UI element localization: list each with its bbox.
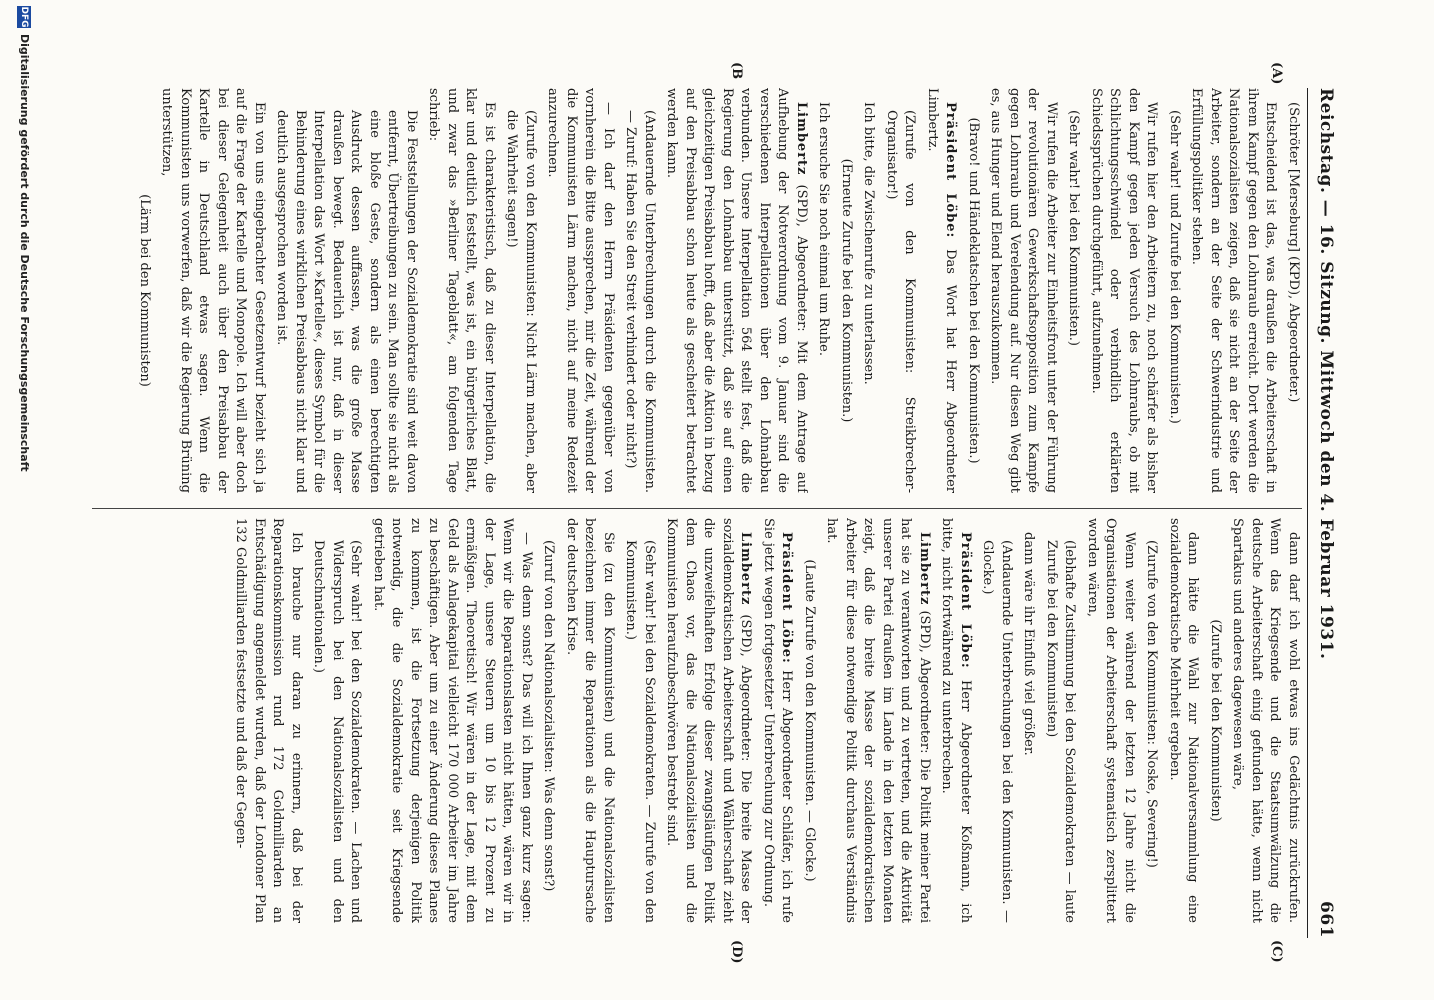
- interjection: (Sehr wahr! und Zurufe bei den Kommunisten.): [1167, 110, 1182, 424]
- right-column: [72, 518, 1302, 923]
- interjection: (Zurufe von den Kommunisten: Streikbrecher-Organisator!): [884, 110, 918, 493]
- speaker-name: Präsident Löbe:: [779, 532, 795, 664]
- body-paragraph: (Schröter [Merseburg] (KPD), Abgeordneter.): [1286, 102, 1301, 403]
- body-paragraph: — Ich darf den Herrn Präsidenten gegenüber von vornherein die Bitte aussprechen, mir die Zeit, während der die Kommunisten Lärm machen, nicht auf meine Redezeit anzurechnen.: [545, 88, 616, 493]
- dfg-logo: DFG: [19, 6, 29, 28]
- speech-text: (SPD), Abgeordneter: Mit dem Antrage auf Aufhebung der Notverordnung vom 9. Januar sind die verschiedenen Interpellationen über den Lohnabbau verbunden. Unsere Interpellation 564 stellt fest, daß die Regierung den Lohnabbau unterstützt, daß sie auf einen gleichzeitigen Preisabbau hofft, daß aber die Aktion in bezug auf den Preisabbau schon heute als gescheitert betrachtet werden kann.: [664, 88, 809, 493]
- speech-paragraph: [937, 518, 974, 923]
- interjection: (Laute Zurufe von den Kommunisten. — Glocke.): [802, 559, 817, 882]
- body-paragraph: Ich brauche nur daran zu erinnern, daß bei der Reparationskommission rund 172 Goldmilliarden an Entschädigung angemeldet wurden, daß der Londoner Plan 132 Goldmilliarden festsetzte und daß der Gegen-: [233, 518, 304, 923]
- body-paragraph: Es ist charakteristisch, daß zu dieser Interpellation, die klar und deutlich feststellt, was ist, ein bürgerliches Blatt, und zwar das »Berliner Tageblatt«, am folgenden Tage schrieb:: [426, 88, 497, 493]
- interjection: (lebhafte Zustimmung bei den Sozialdemokraten — laute Zurufe bei den Kommunisten): [1044, 540, 1078, 923]
- body-paragraph: Sie (zu den Kommunisten) und die Nationalsozialisten bezeichnen immer die Reparationen als die Hauptursache der deutschen Krise.: [564, 518, 616, 923]
- interjection: (Sehr wahr! bei den Sozialdemokraten. — Zurufe von den Kommunisten.): [623, 540, 657, 923]
- body-paragraph: dann hätte die Wahl zur Nationalversammlung eine sozialdemokratische Mehrheit ergeben.: [1167, 518, 1201, 923]
- margin-marker-a: (A): [1269, 62, 1284, 85]
- interjection: (Zurufe von den Kommunisten: Noske, Severing!): [1144, 540, 1160, 868]
- interjection: (Bravo! und Händeklatschen bei den Kommunisten.): [966, 117, 981, 464]
- interjection: (Lärm bei den Kommunisten): [137, 194, 152, 387]
- margin-marker-b: (B: [729, 62, 744, 80]
- body-paragraph: Wir rufen die Arbeiter zur Einheitsfront unter der Führung der revolutionären Gewerkschaftsopposition zum Kampfe gegen Lohnraub und Verelendung auf. Nur diesen Weg gibt es, aus Hunger und Elend herauszukommen.: [988, 88, 1059, 493]
- speaker-name: Limbertz: [738, 532, 754, 606]
- page-number: 661: [1316, 901, 1336, 938]
- header-rule: [1307, 88, 1308, 938]
- body-paragraph: dann wäre ihr Einfluß viel größer.: [1021, 532, 1037, 756]
- speech-paragraph: [662, 518, 755, 923]
- interjection: (Andauernde Unterbrechungen durch die Kommunisten. — Zuruf: Haben Sie den Streit verhindert oder nicht?): [623, 110, 657, 493]
- body-paragraph: Entscheidend ist das, was draußen die Arbeiterschaft in ihrem Kampf gegen den Lohnraub erreicht. Dort werden die Nationalsozialisten zeigen, daß sie nicht an der Seite der Arbeiter, sondern an der Seite der Schwerindustrie und Erfüllungspolitiker stehen.: [1189, 88, 1279, 493]
- speech-paragraph: [923, 88, 960, 493]
- body-paragraph: Ich ersuche Sie noch einmal um Ruhe.: [816, 102, 832, 357]
- interjection: (Sehr wahr! bei den Kommunisten.): [1066, 110, 1082, 346]
- interjection: (Zurufe bei den Kommunisten): [1208, 619, 1223, 822]
- speaker-name: Präsident Löbe:: [958, 532, 973, 669]
- interjection: (Erneute Zurufe bei den Kommunisten.): [839, 158, 854, 423]
- margin-marker-d: (D): [729, 940, 744, 964]
- speaker-name: Präsident Löbe:: [943, 102, 959, 239]
- speech-paragraph: [662, 88, 810, 493]
- body-paragraph: — Was denn sonst? Das will ich Ihnen ganz kurz sagen: Wenn wir die Reparationslasten nicht hätten, wären wir in der Lage, unsere Steuern um 10 bis 12 Prozent zu ermäßigen. Theoretisch! Wir wären in der Lage, mit dem Geld als Anlagekapital vielleicht 170 000 Arbeiter im Jahre zu beschäftigen. Aber um zu einer Änderung dieses Planes zu kommen, ist die Fortsetzung derjenigen Politik notwendig, die die Sozialdemokratie seit Kriegsende getrieben hat.: [371, 518, 534, 923]
- interjection: (Sehr wahr! bei den Sozialdemokraten. — Lachen und Widerspruch bei den Nationalsozialisten und den Deutschnationalen.): [311, 540, 364, 923]
- footer-text: Digitalisierung gefördert durch die Deutsche Forschungsgemeinschaft: [18, 34, 31, 472]
- left-column: [72, 88, 1302, 493]
- interjection: (Zuruf von den Nationalsozialisten: Was denn sonst?): [541, 540, 557, 892]
- speech-text: Das Wort hat Herr Abgeordneter Limbertz.: [925, 88, 959, 493]
- speech-paragraph: [822, 518, 933, 923]
- page-title: Reichstag. — 16. Sitzung. Mittwoch den 4. Februar 1931.: [1316, 88, 1336, 660]
- body-paragraph: Ein von uns eingebrachter Gesetzentwurf bezieht sich ja auf die Frage der Kartelle und Monopole. Ich will aber doch bei dieser Gelegenheit auch über den Preisabbau der Kartelle in Deutschland etwas sagen. Wenn die Kommunisten uns vorwerfen, daß wir die Regierung Brüning unterstützen,: [159, 88, 267, 493]
- speech-text: (SPD), Abgeordneter: Die Politik meiner Partei hat sie zu verantworten und zu vertreten, und die Aktivität unserer Partei draußen im Lande in den letzten Monaten zeigt, daß die breite Masse der sozialdemokratischen Arbeiter für diese notwendige Politik durchaus Verständnis hat.: [824, 518, 932, 923]
- speech-text: Herr Abgeordneter Koßmann, ich bitte, nicht fortwährend zu unterbrechen.: [939, 518, 973, 923]
- speaker-name: Limbertz: [794, 102, 809, 176]
- body-paragraph: Wir rufen hier den Arbeitern zu, noch schärfer als bisher den Kampf gegen jeden Versuch des Lohnraubs, ob mit Schlichtungsschwindel oder verbindlich erklärten Schiedssprüchen durchgeführt, aufzunehmen.: [1089, 88, 1160, 493]
- body-paragraph: Wenn weiter während der letzten 12 Jahre nicht die Organisationen der Arbeiterschaft systematisch zersplittert worden wären,: [1085, 518, 1137, 923]
- speech-text: (SPD), Abgeordneter: Die breite Masse der sozialdemokratischen Arbeiterschaft und Wählerschaft zieht die unzweifelhaften Erfolge dieser zwangsläufigen Politik dem Chaos vor, das die Nationalsozialisten und die Kommunisten heraufzubeschwören bestrebt sind.: [664, 518, 754, 923]
- digitization-footer: [9, 0, 39, 1000]
- page-header: [1308, 88, 1342, 938]
- body-paragraph: Ich bitte, die Zwischenrufe zu unterlassen.: [861, 102, 877, 385]
- body-paragraph: dann darf ich wohl etwas ins Gedächtnis zurückrufen. Wenn das Kriegsende und die Staatsumwälzung die deutsche Arbeiterschaft einig gefunden hätte, wenn nicht Spartakus und anderes dagewesen wäre,: [1230, 518, 1301, 923]
- speech-paragraph: [759, 518, 796, 923]
- interjection: (Zurufe von den Kommunisten: Nicht Lärm machen, aber die Wahrheit sagen!): [504, 110, 538, 493]
- speech-text: Herr Abgeordneter Schläfer, ich rufe Sie jetzt wegen fortgesetzter Unterbrechung zur Ordnung.: [761, 518, 795, 923]
- margin-marker-c: (C): [1269, 940, 1284, 963]
- interjection: Die Feststellungen der Sozialdemokratie sind weit davon entfernt, Übertreibungen zu sein. Man sollte sie nicht als eine bloße Geste, sondern als einen berechtigten Ausdruck dessen auffassen, was die große Masse draußen bewegt. Bedauerlich ist nur, daß in dieser Interpellation das Wort »Kartelle«, dieses Symbol für die Behinderung eines wirklichen Preisabbaus nicht klar und deutlich ausgesprochen worden ist.: [274, 110, 419, 493]
- column-divider: [92, 508, 1302, 509]
- interjection: (Andauernde Unterbrechungen bei den Kommunisten. — Glocke.): [980, 540, 1014, 923]
- speaker-name: Limbertz: [917, 532, 932, 606]
